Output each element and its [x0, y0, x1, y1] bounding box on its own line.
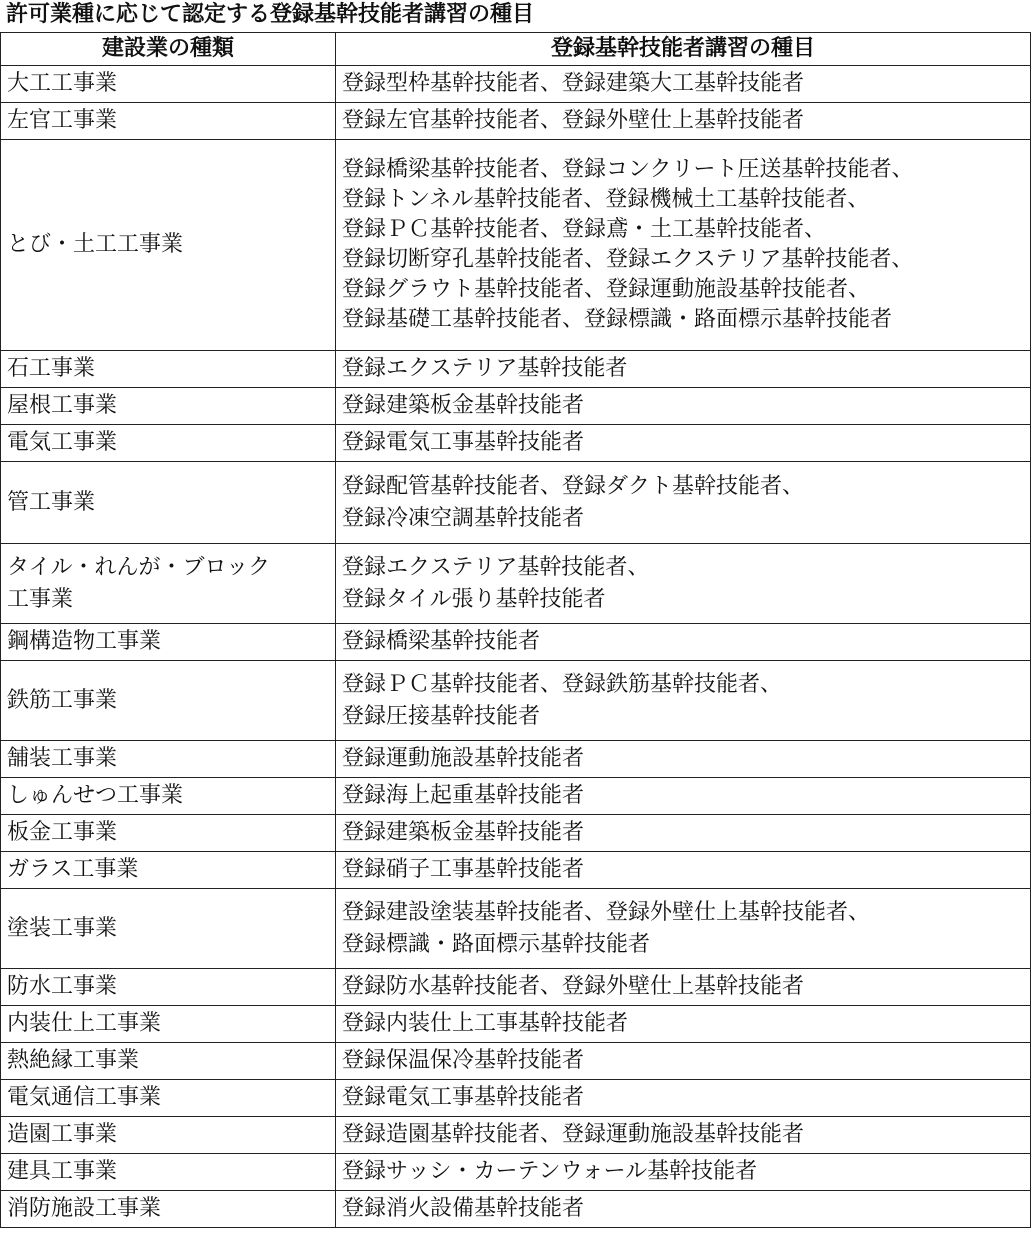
table-row — [1, 778, 1031, 815]
course-cell: 登録硝子工事基幹技能者 — [336, 852, 1031, 889]
industry-type-cell: 板金工事業 — [1, 815, 336, 852]
table-row — [1, 1006, 1031, 1043]
industry-type-cell: 大工工事業 — [1, 66, 336, 103]
table-row — [1, 815, 1031, 852]
table-row — [1, 1117, 1031, 1154]
table-row — [1, 852, 1031, 889]
industry-type-cell: 管工事業 — [1, 462, 336, 544]
table-row — [1, 624, 1031, 661]
table-row — [1, 388, 1031, 425]
course-table — [0, 32, 1031, 1228]
industry-type-cell: 熱絶縁工事業 — [1, 1043, 336, 1080]
industry-type-cell: 造園工事業 — [1, 1117, 336, 1154]
industry-type-cell: ガラス工事業 — [1, 852, 336, 889]
industry-type-cell: とび・土工工事業 — [1, 140, 336, 351]
header-course-type: 登録基幹技能者講習の種目 — [336, 33, 1031, 66]
table-row — [1, 1043, 1031, 1080]
industry-type-cell: 内装仕上工事業 — [1, 1006, 336, 1043]
table-row — [1, 140, 1031, 351]
course-cell: 登録建設塗装基幹技能者、登録外壁仕上基幹技能者、 登録標識・路面標示基幹技能者 — [336, 889, 1031, 969]
industry-type-cell: タイル・れんが・ブロック 工事業 — [1, 544, 336, 624]
course-cell: 登録配管基幹技能者、登録ダクト基幹技能者、 登録冷凍空調基幹技能者 — [336, 462, 1031, 544]
industry-type-cell: 鉄筋工事業 — [1, 661, 336, 741]
table-row — [1, 889, 1031, 969]
course-cell: 登録建築板金基幹技能者 — [336, 388, 1031, 425]
course-cell: 登録ＰＣ基幹技能者、登録鉄筋基幹技能者、 登録圧接基幹技能者 — [336, 661, 1031, 741]
course-cell: 登録型枠基幹技能者、登録建築大工基幹技能者 — [336, 66, 1031, 103]
table-row — [1, 969, 1031, 1006]
course-cell: 登録左官基幹技能者、登録外壁仕上基幹技能者 — [336, 103, 1031, 140]
industry-type-cell: 消防施設工事業 — [1, 1191, 336, 1228]
industry-type-cell: 石工事業 — [1, 351, 336, 388]
table-row — [1, 351, 1031, 388]
industry-type-cell: 屋根工事業 — [1, 388, 336, 425]
industry-type-cell: 舗装工事業 — [1, 741, 336, 778]
header-row — [1, 33, 1031, 66]
course-cell: 登録消火設備基幹技能者 — [336, 1191, 1031, 1228]
course-cell: 登録運動施設基幹技能者 — [336, 741, 1031, 778]
table-row — [1, 1191, 1031, 1228]
table-row — [1, 741, 1031, 778]
table-row — [1, 66, 1031, 103]
table-row — [1, 462, 1031, 544]
industry-type-cell: 電気通信工事業 — [1, 1080, 336, 1117]
industry-type-cell: 防水工事業 — [1, 969, 336, 1006]
table-row — [1, 1080, 1031, 1117]
course-cell: 登録内装仕上工事基幹技能者 — [336, 1006, 1031, 1043]
header-industry-type: 建設業の種類 — [1, 33, 336, 66]
industry-type-cell: 塗装工事業 — [1, 889, 336, 969]
course-cell: 登録橋梁基幹技能者、登録コンクリート圧送基幹技能者、 登録トンネル基幹技能者、登録機械土工基幹技能者、 登録ＰＣ基幹技能者、登録鳶・土工基幹技能者、 登録切断穿孔基幹技能者、登録エクステリア基幹技能者、 登録グラウト基幹技能者、登録運動施設基幹技能者、 登録基礎工基幹技能者、登録標識・路面標示基幹技能者 — [336, 140, 1031, 351]
table-row — [1, 425, 1031, 462]
industry-type-cell: 建具工事業 — [1, 1154, 336, 1191]
course-cell: 登録保温保冷基幹技能者 — [336, 1043, 1031, 1080]
course-cell: 登録エクステリア基幹技能者、 登録タイル張り基幹技能者 — [336, 544, 1031, 624]
course-cell: 登録サッシ・カーテンウォール基幹技能者 — [336, 1154, 1031, 1191]
industry-type-cell: 鋼構造物工事業 — [1, 624, 336, 661]
course-cell: 登録エクステリア基幹技能者 — [336, 351, 1031, 388]
industry-type-cell: しゅんせつ工事業 — [1, 778, 336, 815]
page-title: 許可業種に応じて認定する登録基幹技能者講習の種目 — [6, 2, 535, 27]
table-row — [1, 544, 1031, 624]
table-row — [1, 1154, 1031, 1191]
course-cell: 登録橋梁基幹技能者 — [336, 624, 1031, 661]
industry-type-cell: 電気工事業 — [1, 425, 336, 462]
course-cell: 登録電気工事基幹技能者 — [336, 1080, 1031, 1117]
industry-type-cell: 左官工事業 — [1, 103, 336, 140]
course-cell: 登録防水基幹技能者、登録外壁仕上基幹技能者 — [336, 969, 1031, 1006]
course-cell: 登録電気工事基幹技能者 — [336, 425, 1031, 462]
table-row — [1, 103, 1031, 140]
table-row — [1, 661, 1031, 741]
course-cell: 登録海上起重基幹技能者 — [336, 778, 1031, 815]
course-cell: 登録造園基幹技能者、登録運動施設基幹技能者 — [336, 1117, 1031, 1154]
course-cell: 登録建築板金基幹技能者 — [336, 815, 1031, 852]
